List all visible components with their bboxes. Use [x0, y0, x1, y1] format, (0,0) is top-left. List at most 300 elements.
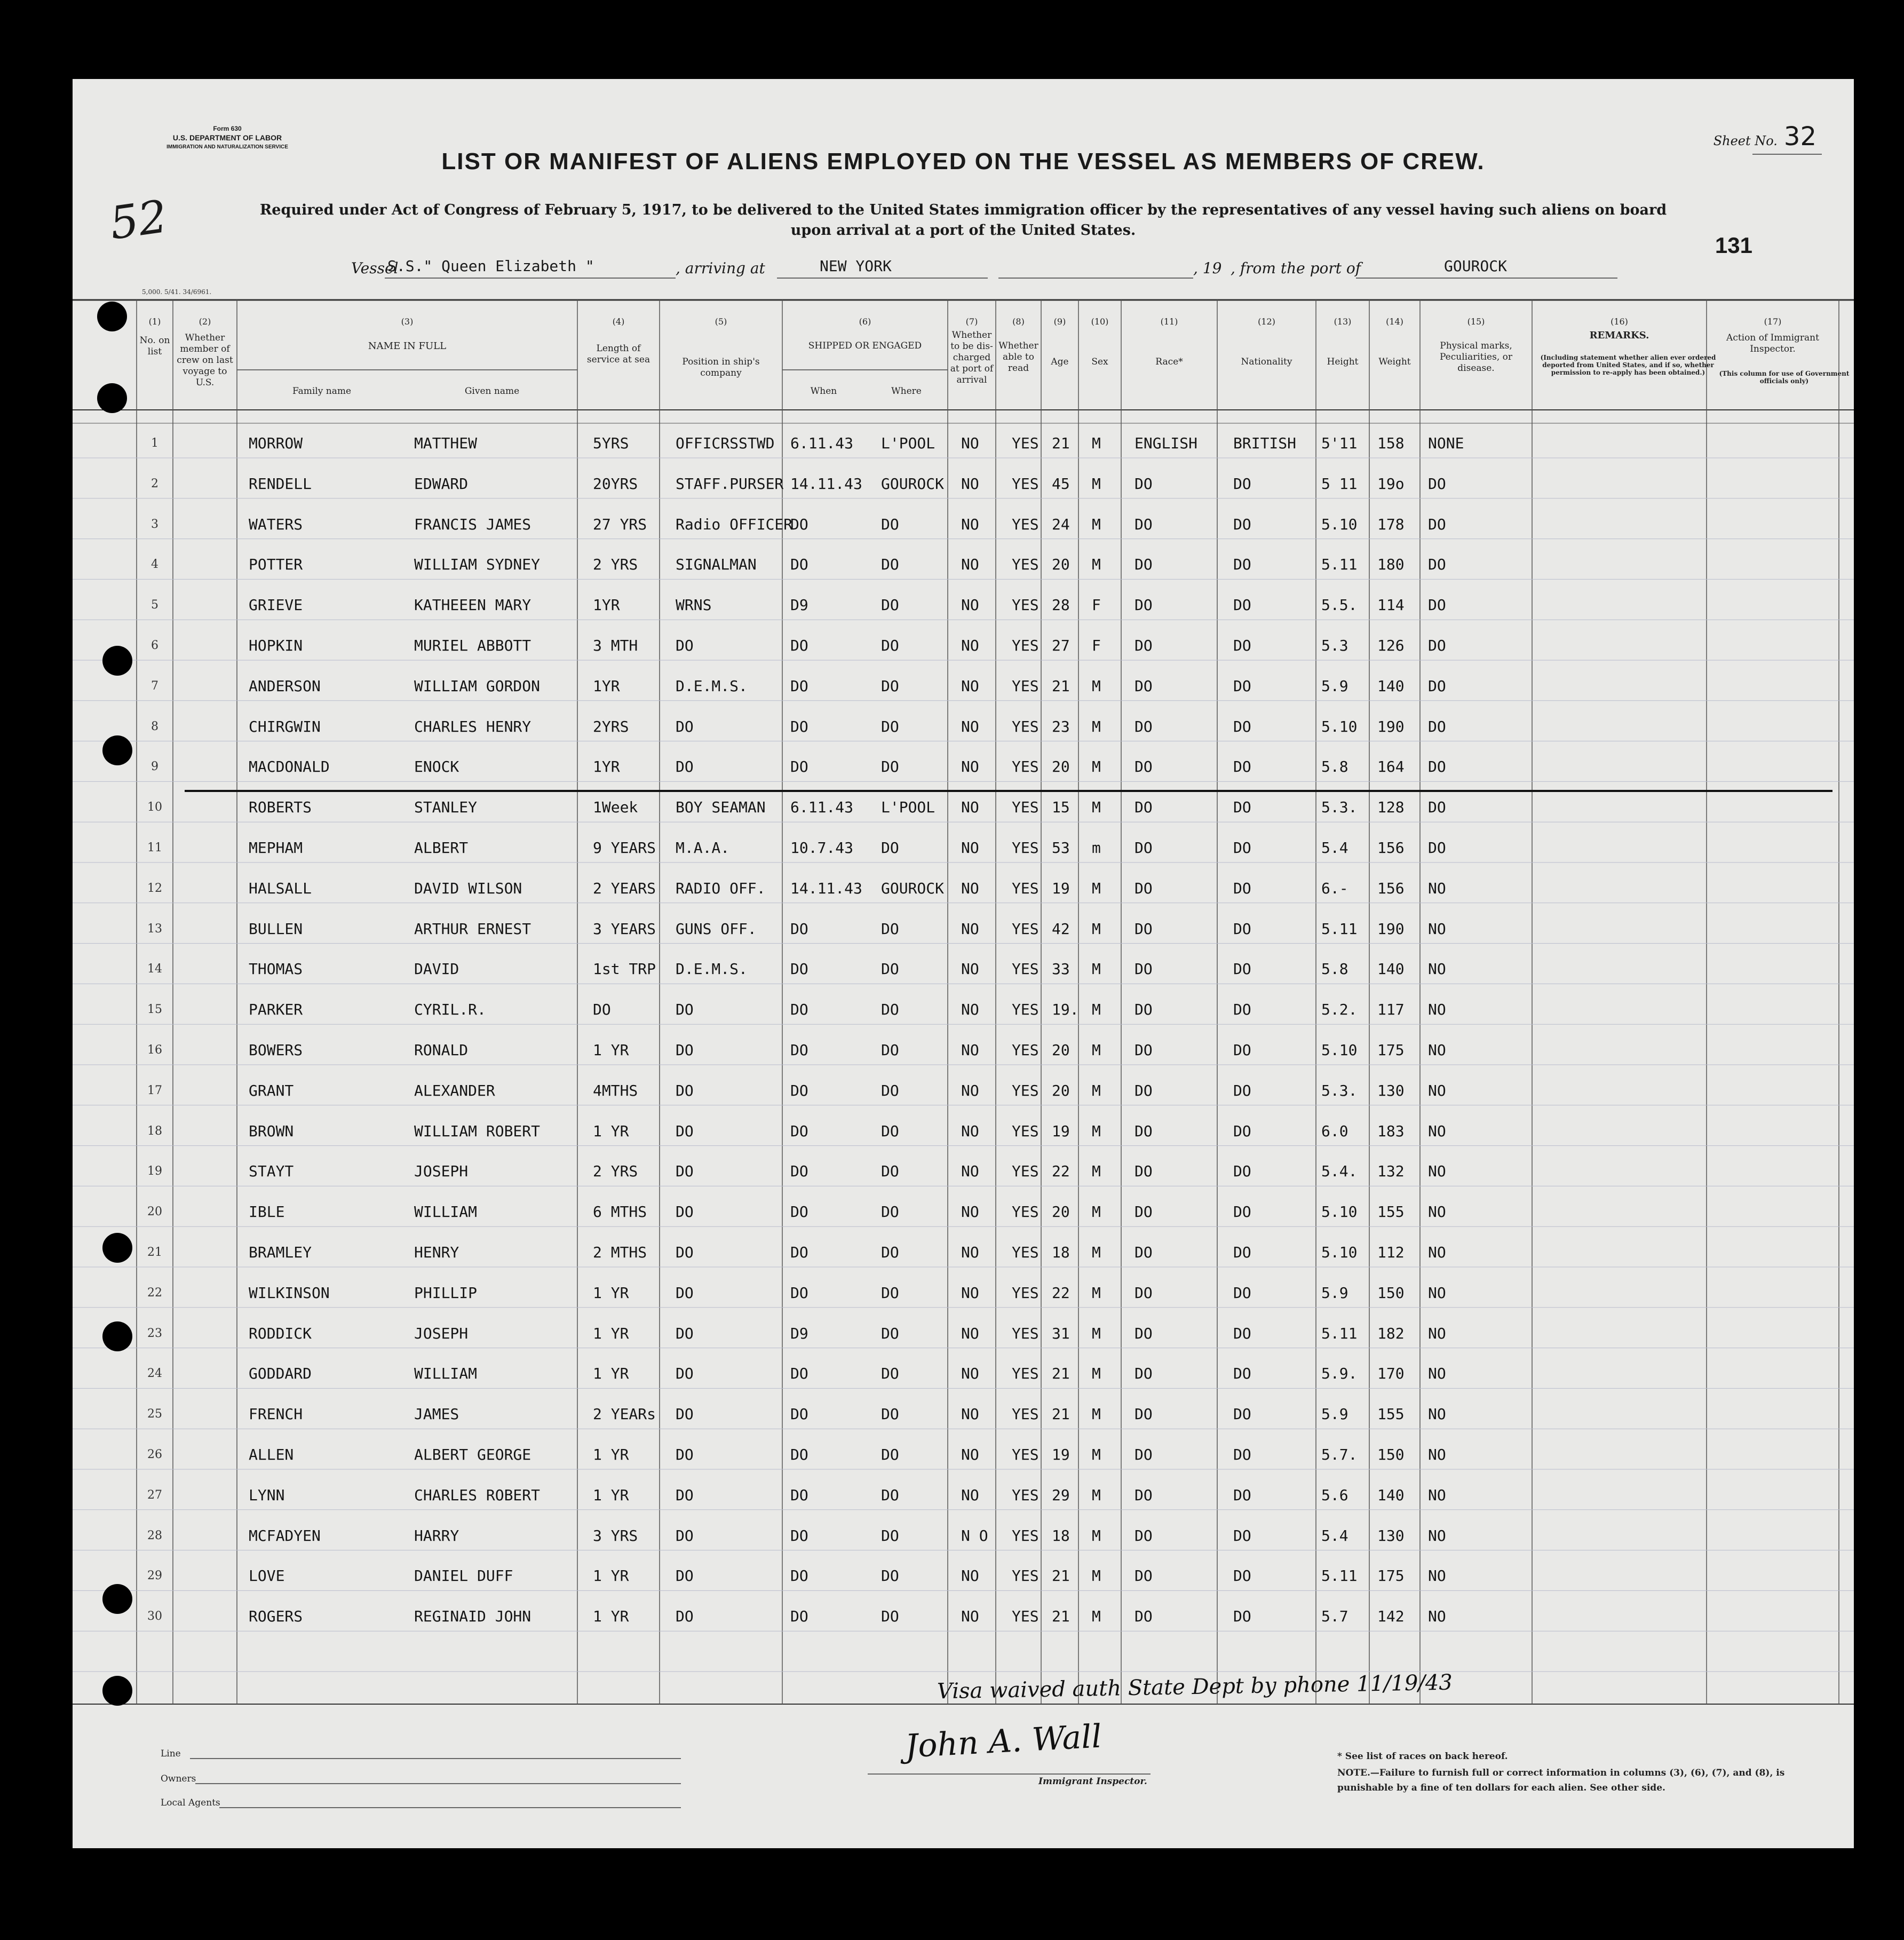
cell-position: STAFF.PURSER — [676, 474, 784, 493]
cell-when: DO — [790, 1446, 808, 1463]
cell-when: DO — [790, 960, 808, 978]
cell-race: DO — [1135, 1526, 1153, 1545]
cell-when: DO — [790, 717, 808, 735]
cell-service: 3 MTH — [593, 637, 638, 654]
cell-weight: 164 — [1377, 758, 1405, 776]
cell-race: DO — [1135, 1001, 1153, 1019]
cell-height: 5.10 — [1321, 515, 1358, 533]
column-number: (16) — [1611, 316, 1628, 327]
cell-height: 6.0 — [1321, 1122, 1348, 1140]
cell-where: GOUROCK — [881, 474, 945, 493]
cell-age: 22 — [1052, 1162, 1070, 1181]
cell-sex: M — [1092, 515, 1101, 533]
vessel-label: Vessel — [351, 259, 399, 277]
cell-read: YES — [1012, 556, 1039, 574]
cell-nationality: DO — [1233, 1244, 1251, 1261]
cell-sex: M — [1092, 1486, 1101, 1504]
cell-sex: M — [1092, 1526, 1101, 1545]
cell-when: DO — [790, 1203, 808, 1221]
cell-position: DO — [676, 1526, 694, 1545]
cell-family: PARKER — [249, 1001, 303, 1019]
cell-sex: M — [1092, 1244, 1101, 1261]
cell-service: 2 YRS — [593, 556, 638, 574]
cell-read: YES — [1012, 596, 1039, 614]
cell-marks: DO — [1428, 474, 1446, 493]
cell-given: ALEXANDER — [414, 1081, 495, 1099]
visa-annotation: Visa waived auth State Dept by phone 11/19/43 — [937, 1670, 1453, 1704]
cell-position: DO — [676, 1122, 694, 1140]
cell-family: IBLE — [249, 1203, 285, 1221]
cell-sex: M — [1092, 920, 1101, 938]
cell-height: 5.11 — [1321, 1567, 1358, 1585]
row-number: 29 — [147, 1569, 162, 1583]
cell-age: 19 — [1052, 1446, 1070, 1463]
from-label: , from the port of — [1231, 259, 1361, 277]
column-number: (7) — [965, 316, 978, 327]
cell-where: DO — [881, 717, 899, 735]
cell-service: 1st TRP — [593, 960, 656, 978]
cell-read: YES — [1012, 637, 1039, 654]
column-number: (11) — [1160, 316, 1178, 327]
cell-service: 2 YEARs — [593, 1405, 656, 1423]
cell-when: DO — [790, 920, 808, 938]
punch-hole — [102, 1676, 132, 1706]
cell-race: DO — [1135, 1203, 1153, 1221]
cell-race: ENGLISH — [1135, 434, 1198, 452]
cell-service: 1 YR — [593, 1324, 629, 1342]
cell-race: DO — [1135, 879, 1153, 897]
cell-weight: 170 — [1377, 1365, 1405, 1383]
cell-service: 1 YR — [593, 1365, 629, 1383]
cell-nationality: DO — [1233, 677, 1251, 695]
cell-race: DO — [1135, 758, 1153, 776]
row-number: 21 — [147, 1246, 162, 1259]
cell-nationality: DO — [1233, 596, 1251, 614]
cell-when: DO — [790, 1041, 808, 1059]
cell-read: YES — [1012, 1567, 1039, 1585]
cell-where: DO — [881, 515, 899, 533]
cell-read: YES — [1012, 798, 1039, 817]
cell-position: DO — [676, 1486, 694, 1504]
cell-age: 33 — [1052, 960, 1070, 978]
cell-height: 5.7. — [1321, 1446, 1358, 1463]
sheet-value: 32 — [1783, 122, 1816, 152]
row-number: 17 — [147, 1083, 162, 1097]
cell-service: 2 MTHS — [593, 1244, 647, 1261]
cell-position: DO — [676, 1405, 694, 1423]
cell-when: DO — [790, 1567, 808, 1585]
cell-discharged: NO — [961, 556, 979, 574]
cell-weight: 142 — [1377, 1608, 1405, 1626]
cell-height: 5.7 — [1321, 1608, 1348, 1626]
cell-marks: NO — [1428, 1405, 1446, 1423]
cell-when: DO — [790, 758, 808, 776]
row-number: 4 — [151, 558, 158, 572]
row-number: 16 — [147, 1043, 162, 1057]
cell-race: DO — [1135, 1244, 1153, 1261]
cell-age: 21 — [1052, 434, 1070, 452]
cell-race: DO — [1135, 1162, 1153, 1181]
cell-family: LYNN — [249, 1486, 285, 1504]
cell-discharged: N O — [961, 1526, 988, 1545]
cell-height: 5.3. — [1321, 1081, 1358, 1099]
cell-marks: NO — [1428, 920, 1446, 938]
cell-discharged: NO — [961, 434, 979, 452]
cell-nationality: DO — [1233, 1365, 1251, 1383]
cell-age: 20 — [1052, 556, 1070, 574]
nationality-heading: Nationality — [1241, 357, 1292, 367]
cell-service: 2 YEARS — [593, 879, 656, 897]
cell-height: 5'11 — [1321, 434, 1358, 452]
cell-discharged: NO — [961, 1001, 979, 1019]
family-name-subheading: Family name — [292, 386, 352, 397]
cell-family: WILKINSON — [249, 1284, 330, 1302]
service-name: IMMIGRATION AND NATURALIZATION SERVICE — [166, 144, 288, 150]
cell-service: 1 YR — [593, 1041, 629, 1059]
cell-given: DANIEL DUFF — [414, 1567, 513, 1585]
cell-weight: 156 — [1377, 879, 1405, 897]
cell-service: 1 YR — [593, 1567, 629, 1585]
cell-marks: DO — [1428, 758, 1446, 776]
cell-given: WILLIAM ROBERT — [414, 1122, 541, 1140]
cell-given: CHARLES HENRY — [414, 717, 531, 735]
inspector-signature: John A. Wall — [904, 1717, 1103, 1765]
cell-age: 21 — [1052, 1567, 1070, 1585]
cell-discharged: NO — [961, 637, 979, 654]
cell-family: ROBERTS — [249, 798, 312, 817]
cell-marks: NO — [1428, 1041, 1446, 1059]
cell-nationality: DO — [1233, 1567, 1251, 1585]
row-number: 30 — [147, 1610, 162, 1624]
cell-family: MACDONALD — [249, 758, 330, 776]
cell-discharged: NO — [961, 879, 979, 897]
cell-sex: M — [1092, 1081, 1101, 1099]
cell-where: DO — [881, 1001, 899, 1019]
cell-age: 21 — [1052, 1608, 1070, 1626]
able-to-read-heading: Whether able to read — [998, 341, 1038, 374]
cell-height: 5.8 — [1321, 758, 1348, 776]
cell-where: DO — [881, 839, 899, 857]
cell-marks: NO — [1428, 1122, 1446, 1140]
cell-height: 5.9 — [1321, 1405, 1348, 1423]
row-number: 10 — [147, 801, 162, 814]
cell-given: PHILLIP — [414, 1284, 478, 1302]
arriving-value: NEW YORK — [820, 257, 892, 275]
cell-discharged: NO — [961, 1324, 979, 1342]
cell-weight: 130 — [1377, 1081, 1405, 1099]
cell-family: LOVE — [249, 1567, 285, 1585]
cell-when: DO — [790, 1162, 808, 1181]
action-note: (This column for use of Government officials only) — [1719, 370, 1850, 385]
cell-given: MATTHEW — [414, 434, 478, 452]
cell-read: YES — [1012, 1365, 1039, 1383]
cell-sex: M — [1092, 1608, 1101, 1626]
cell-nationality: DO — [1233, 1081, 1251, 1099]
cell-age: 19 — [1052, 1122, 1070, 1140]
cell-given: FRANCIS JAMES — [414, 515, 531, 533]
manifest-sheet — [73, 79, 1854, 1848]
cell-when: DO — [790, 515, 808, 533]
cell-height: 5.11 — [1321, 920, 1358, 938]
cell-position: RADIO OFF. — [676, 879, 766, 897]
cell-discharged: NO — [961, 1405, 979, 1423]
cell-given: DAVID WILSON — [414, 879, 522, 897]
cell-discharged: NO — [961, 1244, 979, 1261]
cell-position: DO — [676, 1324, 694, 1342]
cell-position: WRNS — [676, 596, 712, 614]
cell-read: YES — [1012, 1203, 1039, 1221]
cell-read: YES — [1012, 677, 1039, 695]
cell-read: YES — [1012, 960, 1039, 978]
cell-marks: NO — [1428, 1608, 1446, 1626]
cell-service: 3 YRS — [593, 1526, 638, 1545]
cell-nationality: DO — [1233, 1041, 1251, 1059]
cell-sex: F — [1092, 596, 1101, 614]
cell-position: DO — [676, 1001, 694, 1019]
cell-given: WILLIAM SYDNEY — [414, 556, 541, 574]
row-number: 3 — [151, 517, 158, 531]
cell-height: 6.- — [1321, 879, 1348, 897]
cell-sex: M — [1092, 717, 1101, 735]
cell-family: GODDARD — [249, 1365, 312, 1383]
cell-weight: 178 — [1377, 515, 1405, 533]
cell-position: DO — [676, 1244, 694, 1261]
cell-height: 5.9 — [1321, 677, 1348, 695]
cell-sex: M — [1092, 758, 1101, 776]
cell-marks: NO — [1428, 1081, 1446, 1099]
cell-given: JOSEPH — [414, 1324, 469, 1342]
cell-read: YES — [1012, 1446, 1039, 1463]
cell-where: DO — [881, 1041, 899, 1059]
cell-where: DO — [881, 1203, 899, 1221]
cell-sex: M — [1092, 1203, 1101, 1221]
cell-discharged: NO — [961, 1203, 979, 1221]
cell-discharged: NO — [961, 1162, 979, 1181]
cell-discharged: NO — [961, 839, 979, 857]
cell-family: MCFADYEN — [249, 1526, 321, 1545]
cell-marks: NO — [1428, 1365, 1446, 1383]
cell-service: 1YR — [593, 758, 620, 776]
cell-service: 9 YEARS — [593, 839, 656, 857]
cell-nationality: DO — [1233, 1122, 1251, 1140]
cell-weight: 158 — [1377, 434, 1405, 452]
cell-where: DO — [881, 556, 899, 574]
cell-where: DO — [881, 1284, 899, 1302]
handwritten-mark: 52 — [106, 190, 171, 250]
cell-when: DO — [790, 1365, 808, 1383]
cell-service: 20YRS — [593, 474, 638, 493]
cell-given: WILLIAM — [414, 1365, 478, 1383]
cell-age: 27 — [1052, 637, 1070, 654]
cell-family: MEPHAM — [249, 839, 303, 857]
row-number: 7 — [151, 679, 158, 693]
cell-marks: NO — [1428, 879, 1446, 897]
cell-read: YES — [1012, 1041, 1039, 1059]
cell-marks: DO — [1428, 839, 1446, 857]
cell-position: OFFICRSSTWD — [676, 434, 775, 452]
cell-when: 14.11.43 — [790, 879, 862, 897]
cell-nationality: DO — [1233, 1162, 1251, 1181]
cell-when: D9 — [790, 1324, 808, 1342]
cell-height: 5.4. — [1321, 1162, 1358, 1181]
cell-nationality: DO — [1233, 920, 1251, 938]
cell-given: EDWARD — [414, 474, 469, 493]
penalty-note: NOTE.—Failure to furnish full or correct information in columns (3), (6), (7), and (8), is punishable by a fine of ten dollars for each alien. See other side. — [1337, 1768, 1785, 1793]
cell-weight: 190 — [1377, 920, 1405, 938]
cell-nationality: BRITISH — [1233, 434, 1297, 452]
margin-number: 131 — [1715, 233, 1752, 258]
requirement-line-1: Required under Act of Congress of February 5, 1917, to be delivered to the United States immigration officer by the representatives of any vessel having such aliens on board — [259, 202, 1667, 218]
punch-hole — [102, 646, 132, 676]
cell-weight: 126 — [1377, 637, 1405, 654]
sheet-label: Sheet No. — [1713, 133, 1778, 148]
cell-read: YES — [1012, 434, 1039, 452]
cell-given: DAVID — [414, 960, 459, 978]
cell-service: 1 YR — [593, 1608, 629, 1626]
cell-race: DO — [1135, 1365, 1153, 1383]
cell-family: POTTER — [249, 556, 303, 574]
row-number: 14 — [147, 962, 162, 976]
cell-read: YES — [1012, 717, 1039, 735]
cell-nationality: DO — [1233, 758, 1251, 776]
column-number: (15) — [1467, 316, 1485, 327]
cell-race: DO — [1135, 920, 1153, 938]
cell-nationality: DO — [1233, 798, 1251, 817]
row-number: 23 — [147, 1326, 162, 1340]
cell-age: 21 — [1052, 677, 1070, 695]
cell-position: DO — [676, 758, 694, 776]
cell-service: 4MTHS — [593, 1081, 638, 1099]
cell-age: 20 — [1052, 1203, 1070, 1221]
row-number: 13 — [147, 922, 162, 936]
column-number: (12) — [1258, 316, 1275, 327]
cell-age: 18 — [1052, 1244, 1070, 1261]
cell-read: YES — [1012, 1001, 1039, 1019]
cell-sex: M — [1092, 677, 1101, 695]
cell-read: YES — [1012, 839, 1039, 857]
cell-service: 6 MTHS — [593, 1203, 647, 1221]
cell-marks: DO — [1428, 677, 1446, 695]
cell-family: CHIRGWIN — [249, 717, 321, 735]
cell-position: Radio OFFICER — [676, 515, 793, 533]
cell-family: ROGERS — [249, 1608, 303, 1626]
row-number: 26 — [147, 1448, 162, 1461]
punch-hole — [97, 383, 127, 413]
cell-where: DO — [881, 1608, 899, 1626]
cell-sex: M — [1092, 1405, 1101, 1423]
cell-weight: 155 — [1377, 1405, 1405, 1423]
where-subheading: Where — [891, 386, 922, 397]
last-voyage-heading: Whether member of crew on last voyage to U.S. — [177, 332, 233, 388]
cell-family: MORROW — [249, 434, 303, 452]
row-number: 9 — [151, 760, 158, 774]
cell-where: DO — [881, 920, 899, 938]
cell-sex: M — [1092, 1122, 1101, 1140]
cell-where: DO — [881, 1446, 899, 1463]
row-number: 25 — [147, 1407, 162, 1421]
cell-when: DO — [790, 556, 808, 574]
cell-race: DO — [1135, 1486, 1153, 1504]
remarks-heading: REMARKS. — [1589, 330, 1649, 341]
cell-discharged: NO — [961, 1608, 979, 1626]
cell-weight: 150 — [1377, 1284, 1405, 1302]
cell-weight: 140 — [1377, 1486, 1405, 1504]
cell-service: 1 YR — [593, 1446, 629, 1463]
form-number: Form 630 — [213, 125, 242, 132]
cell-where: DO — [881, 1567, 899, 1585]
race-heading: Race* — [1155, 357, 1183, 367]
cell-marks: DO — [1428, 717, 1446, 735]
row-number: 18 — [147, 1124, 162, 1138]
cell-weight: 180 — [1377, 556, 1405, 574]
cell-read: YES — [1012, 758, 1039, 776]
cell-where: L'POOL — [881, 434, 935, 452]
cell-position: DO — [676, 1041, 694, 1059]
sex-heading: Sex — [1091, 357, 1108, 367]
cell-sex: M — [1092, 879, 1101, 897]
cell-age: 19. — [1052, 1001, 1079, 1019]
cell-nationality: DO — [1233, 1001, 1251, 1019]
cell-where: DO — [881, 1324, 899, 1342]
cell-age: 42 — [1052, 920, 1070, 938]
cell-height: 5.2. — [1321, 1001, 1358, 1019]
cell-sex: M — [1092, 1041, 1101, 1059]
cell-when: DO — [790, 677, 808, 695]
cell-family: FRENCH — [249, 1405, 303, 1423]
cell-read: YES — [1012, 474, 1039, 493]
cell-age: 20 — [1052, 1041, 1070, 1059]
cell-race: DO — [1135, 960, 1153, 978]
cell-read: YES — [1012, 879, 1039, 897]
department-name: U.S. DEPARTMENT OF LABOR — [172, 133, 282, 142]
column-number: (5) — [715, 316, 727, 327]
cell-nationality: DO — [1233, 1324, 1251, 1342]
cell-discharged: NO — [961, 1486, 979, 1504]
cell-service: 2 YRS — [593, 1162, 638, 1181]
cell-marks: NO — [1428, 1001, 1446, 1019]
cell-position: DO — [676, 1608, 694, 1626]
cell-height: 5.10 — [1321, 1244, 1358, 1261]
cell-when: 6.11.43 — [790, 434, 854, 452]
cell-read: YES — [1012, 1081, 1039, 1099]
cell-family: HOPKIN — [249, 637, 303, 654]
cell-service: 3 YEARS — [593, 920, 656, 938]
cell-height: 5.4 — [1321, 1526, 1348, 1545]
vessel-value: S.S." Queen Elizabeth " — [387, 257, 594, 275]
row-number: 5 — [151, 598, 158, 612]
row-number: 19 — [147, 1165, 162, 1178]
cell-discharged: NO — [961, 677, 979, 695]
punch-hole — [102, 1233, 132, 1263]
cell-sex: M — [1092, 798, 1101, 817]
cell-read: YES — [1012, 920, 1039, 938]
local-agents-label: Local Agents — [161, 1798, 220, 1808]
races-note: * See list of races on back hereof. — [1337, 1751, 1508, 1762]
cell-discharged: NO — [961, 596, 979, 614]
discharged-heading: Whether to be dis-charged at port of arrival — [950, 330, 994, 385]
cell-height: 5.10 — [1321, 717, 1358, 735]
cell-nationality: DO — [1233, 1405, 1251, 1423]
cell-sex: M — [1092, 556, 1101, 574]
cell-height: 5.5. — [1321, 596, 1358, 614]
cell-marks: NO — [1428, 1446, 1446, 1463]
cell-where: DO — [881, 1405, 899, 1423]
cell-family: THOMAS — [249, 960, 303, 978]
cell-service: 1YR — [593, 677, 620, 695]
cell-age: 19 — [1052, 879, 1070, 897]
column-number: (3) — [401, 316, 414, 327]
cell-family: RENDELL — [249, 474, 312, 493]
